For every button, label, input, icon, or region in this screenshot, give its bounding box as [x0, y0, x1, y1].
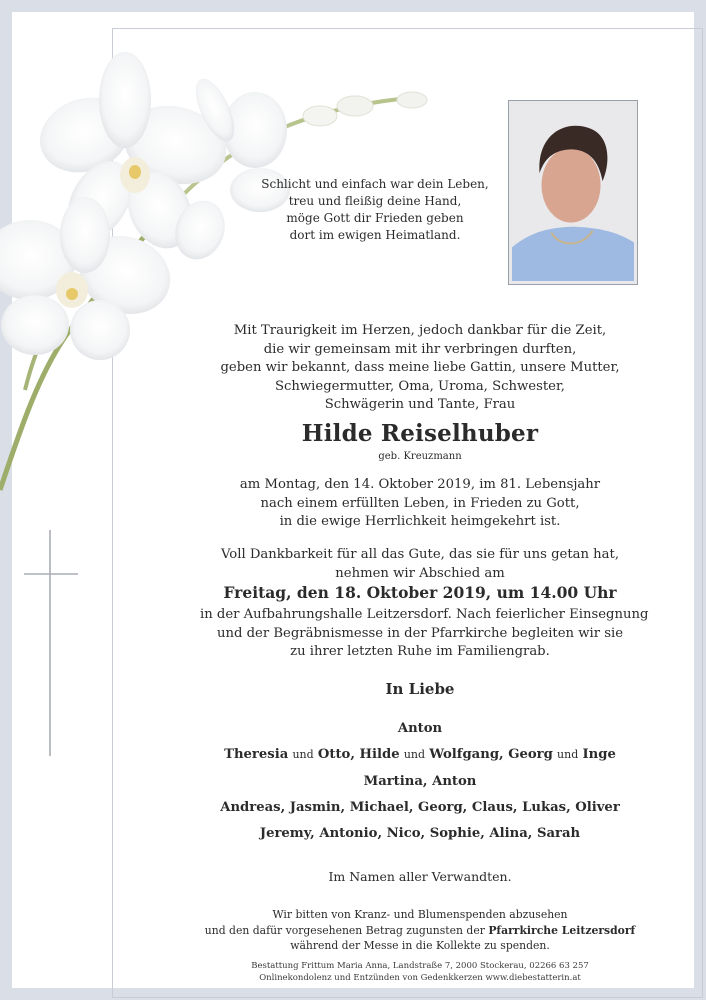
poem [255, 176, 495, 244]
family-row [200, 825, 640, 851]
footer-line: Onlinekondolenz und Entzünden von Gedenkkerzen www.diebestatterin.at [259, 973, 581, 983]
request-beneficiary: Pfarrkirche Leitzersdorf [488, 923, 636, 937]
family-name: Martina, Anton [363, 773, 477, 789]
poem-line: treu und fleißig deine Hand, [288, 194, 462, 208]
death-line: nach einem erfüllten Leben, in Frieden zu Gott, [260, 495, 580, 511]
death-line: in die ewige Herrlichkeit heimgekehrt ist. [279, 514, 561, 529]
footer [200, 960, 640, 984]
place-line: zu ihrer letzten Ruhe im Familiengrab. [290, 644, 550, 659]
family-name: Jeremy, Antonio, Nico, Sophie, Alina, Sarah [259, 826, 581, 842]
in-liebe-heading: In Liebe [385, 680, 455, 698]
death-notice [200, 476, 640, 532]
place-line: und der Begräbnismesse in der Pfarrkirche begleiten wir sie [217, 625, 623, 641]
intro-text [200, 322, 640, 415]
farewell-line: nehmen wir Abschied am [335, 565, 505, 581]
request-line [200, 923, 640, 939]
family-name: Wolfgang, Georg [429, 747, 553, 763]
ceremony-date: Freitag, den 18. Oktober 2019, um 14.00 Uhr [223, 583, 617, 602]
relatives-note: Im Namen aller Verwandten. [328, 869, 512, 884]
family-connector: und [292, 748, 314, 762]
request-line: während der Messe in die Kollekte zu spenden. [290, 939, 550, 952]
intro-line: Schwägerin und Tante, Frau [324, 397, 516, 412]
family-name: Inge [582, 747, 616, 763]
footer-line: Bestattung Frittum Maria Anna, Landstraße 7, 2000 Stockerau, 02266 63 257 [251, 961, 589, 971]
family-row [200, 773, 640, 799]
family-connector: und [403, 748, 426, 762]
family-row [200, 746, 640, 772]
deceased-name: Hilde Reiselhuber [301, 420, 539, 447]
family-name: Andreas, Jasmin, Michael, Georg, Claus, Lukas, Oliver [220, 799, 620, 815]
family-name: Theresia [224, 747, 289, 763]
place-line: in der Aufbahrungshalle Leitzersdorf. Nach feierlicher Einsegnung [200, 607, 649, 622]
farewell-line: Voll Dankbarkeit für all das Gute, das sie für uns getan hat, [220, 547, 620, 562]
farewell-text [200, 546, 640, 583]
intro-line: die wir gemeinsam mit ihr verbringen durften, [263, 341, 577, 357]
family-connector: und [557, 748, 579, 762]
poem-line: möge Gott dir Frieden geben [286, 211, 464, 225]
intro-line: Schwiegermutter, Oma, Uroma, Schwester, [274, 378, 565, 394]
family-list [200, 720, 640, 851]
donation-request [200, 907, 640, 954]
cross-icon [24, 530, 80, 760]
poem-line: Schlicht und einfach war dein Leben, [261, 177, 489, 191]
poem-line: dort im ewigen Heimatland. [289, 228, 461, 242]
death-line: am Montag, den 14. Oktober 2019, im 81. Lebensjahr [239, 477, 601, 492]
family-name: Anton [397, 721, 443, 736]
family-name: Otto, Hilde [317, 747, 400, 763]
portrait-photo [508, 100, 638, 285]
ceremony-place [200, 606, 649, 662]
request-text: und den dafür vorgesehenen Betrag zugunsten der [204, 923, 485, 937]
intro-line: geben wir bekannt, dass meine liebe Gattin, unsere Mutter, [220, 360, 620, 375]
intro-line: Mit Traurigkeit im Herzen, jedoch dankbar für die Zeit, [233, 323, 607, 338]
family-row [200, 720, 640, 746]
family-row [200, 799, 640, 825]
birth-name: geb. Kreuzmann [378, 451, 462, 462]
request-line: Wir bitten von Kranz- und Blumenspenden abzusehen [272, 908, 568, 921]
